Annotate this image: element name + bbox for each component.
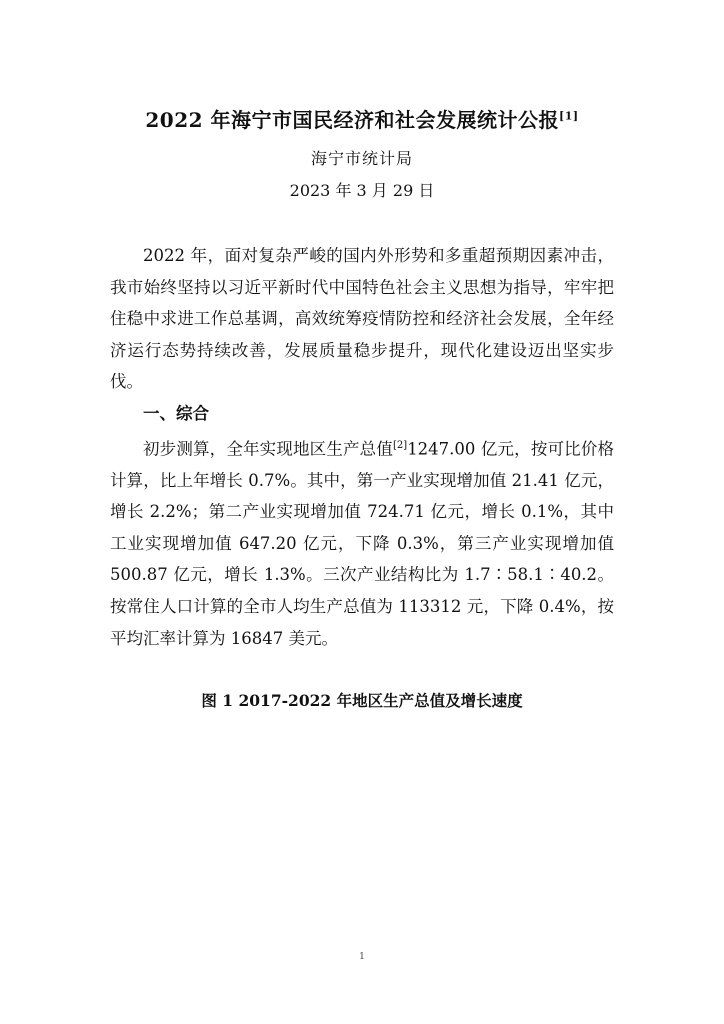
section-heading: 一、综合 — [143, 403, 209, 423]
section1-paragraph — [110, 430, 614, 655]
page-number: 1 — [359, 952, 365, 962]
section1-text-part2: 1247.00 亿元，按可比价格计算，比上年增长 0.7%。其中，第一产业实现增加值 21.41 亿元，增长 2.2%；第二产业实现增加值 724.71 亿元，增长 0.1%，其中工业实现增加值 647.20 亿元，下降 0.3%，第三产业实现增加值 500.87 亿元，增长 1.3%。三次产业结构比为 1.7∶58.1∶40.2。按常住人口计算的全市人均生产总值为 113312 元，下降 0.4%，按平均汇率计算为 16847 美元。 — [110, 439, 615, 648]
section1-text-part1: 初步测算，全年实现地区生产总值 — [143, 439, 394, 459]
page-title — [0, 104, 724, 133]
document-body — [110, 240, 614, 654]
publish-date: 2023 年 3 月 29 日 — [289, 181, 435, 200]
figure-caption: 图 1 2017-2022 年地区生产总值及增长速度 — [201, 691, 523, 710]
title-text: 2022 年海宁市国民经济和社会发展统计公报 — [145, 108, 560, 132]
author: 海宁市统计局 — [310, 149, 413, 168]
gdp-footnote-ref[interactable]: [2] — [393, 439, 408, 451]
intro-paragraph: 2022 年，面对复杂严峻的国内外形势和多重超预期因素冲击，我市始终坚持以习近平新时代中国特色社会主义思想为指导，牢牢把住稳中求进工作总基调，高效统筹疫情防控和经济社会发展，全年经济运行态势持续改善，发展质量稳步提升，现代化建设迈出坚实步伐。 — [110, 246, 614, 392]
title-footnote-ref[interactable]: [1] — [559, 109, 579, 123]
